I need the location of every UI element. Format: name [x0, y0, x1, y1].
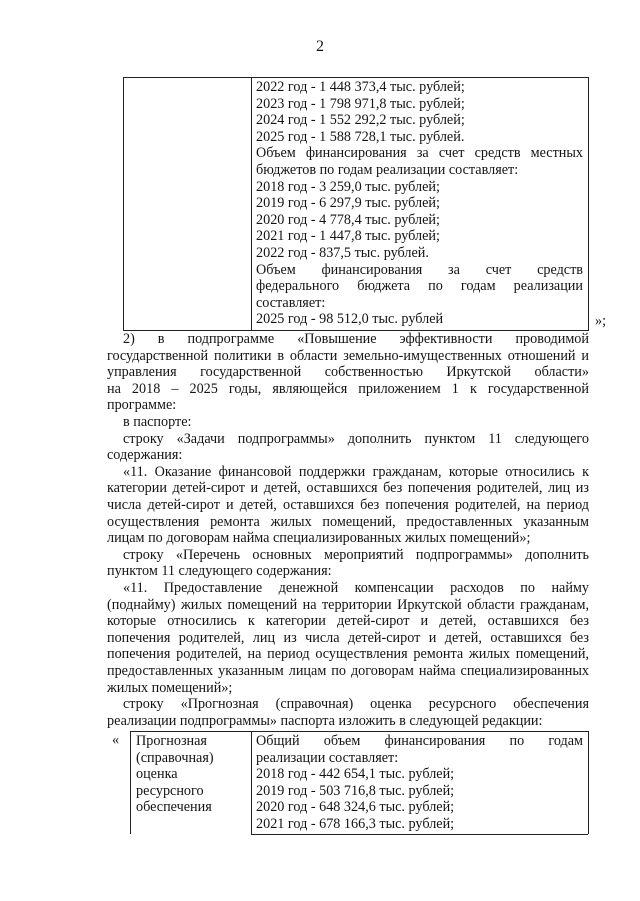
table1-line: 2021 год - 1 447,8 тыс. рублей; — [256, 228, 440, 245]
paragraph-line: попечения родителей, лиц из числа детей-сирот и детей, оставшихся без — [107, 629, 589, 646]
table2-left-line: (справочная) — [136, 749, 214, 766]
table2-left-line: обеспечения — [136, 799, 212, 816]
table1-line: 2019 год - 6 297,9 тыс. рублей; — [256, 195, 440, 212]
table2-column-divider — [251, 731, 252, 834]
paragraph-line: числа детей-сирот и детей, оставшихся без попечения родителей, на период — [107, 497, 589, 513]
table1-line: Объем финансирования за счет средств местных — [256, 145, 583, 162]
table2-top-border — [130, 731, 589, 732]
closing-quote-mark: »; — [595, 313, 607, 329]
table1-line: 2022 год - 837,5 тыс. рублей. — [256, 245, 429, 261]
paragraph-line: в паспорте: — [123, 414, 192, 430]
paragraph-line: жилых помещений»; — [107, 679, 233, 696]
table1-line: 2022 год - 1 448 373,4 тыс. рублей; — [256, 79, 465, 95]
table1-line: 2025 год - 98 512,0 тыс. рублей — [256, 311, 444, 328]
paragraph-line: (поднайму) жилых помещений на территории Иркутской области гражданам, — [107, 596, 589, 613]
paragraph-line: «11. Оказание финансовой поддержки гражданам, которые относились к — [123, 463, 589, 480]
paragraph-line: управления государственной собственностью Иркутской области» — [107, 364, 589, 381]
table1-line: Объем финансирования за счет средств — [256, 261, 583, 278]
table1-line: 2018 год - 3 259,0 тыс. рублей; — [256, 178, 440, 195]
table1-top-border — [123, 77, 589, 78]
table1-line: 2020 год - 4 778,4 тыс. рублей; — [256, 211, 440, 228]
paragraph-line: реализации подпрограммы» паспорта изложить в следующей редакции: — [107, 712, 543, 729]
paragraph-line: государственной политики в области земельно-имущественных отношений и — [107, 347, 589, 364]
page-number: 2 — [316, 38, 324, 55]
paragraph-line: лицам по договорам найма специализированных жилых помещений»; — [107, 530, 531, 547]
table2-left-border — [130, 731, 131, 834]
opening-quote-mark: « — [112, 732, 120, 748]
table1-line: 2024 год - 1 552 292,2 тыс. рублей; — [256, 112, 465, 129]
paragraph-line: которые относились к категории детей-сирот и детей, оставшихся без — [107, 613, 589, 630]
table1-line: федерального бюджета по годам реализации — [256, 278, 583, 295]
table2-bottom-border — [251, 834, 588, 835]
table2-left-line: ресурсного — [136, 782, 204, 799]
paragraph-line: попечения родителей, на период осуществления ремонта жилых помещений, — [107, 646, 589, 663]
table1-left-border — [123, 77, 124, 330]
table1-line: 2025 год - 1 588 728,1 тыс. рублей. — [256, 128, 465, 145]
paragraph-line: строку «Перечень основных мероприятий подпрограммы» дополнить — [123, 546, 589, 563]
table1-line: 2023 год - 1 798 971,8 тыс. рублей; — [256, 95, 465, 112]
paragraph-line: пунктом 11 следующего содержания: — [107, 563, 332, 580]
paragraph-line: «11. Предоставление денежной компенсации расходов по найму — [123, 580, 589, 596]
table1-line: составляет: — [256, 294, 326, 311]
table2-right-line: 2018 год - 442 654,1 тыс. рублей; — [256, 766, 455, 783]
table2-right-line: 2019 год - 503 716,8 тыс. рублей; — [256, 782, 455, 799]
paragraph-line: программе: — [107, 397, 177, 414]
paragraph-line: категории детей-сирот и детей, оставшихся без попечения родителей, лиц из — [107, 480, 589, 497]
table1-right-border — [588, 77, 589, 330]
paragraph-line: 2) в подпрограмме «Повышение эффективности проводимой — [123, 331, 589, 347]
paragraph-line: предоставленных указанным лицам по договорам найма специализированных — [107, 663, 589, 679]
table2-right-line: реализации составляет: — [256, 749, 399, 766]
table2-right-line: Общий объем финансирования по годам — [256, 733, 583, 749]
paragraph-line: строку «Задачи подпрограммы» дополнить пунктом 11 следующего — [123, 430, 589, 447]
paragraph-line: осуществления ремонта жилых помещений, предоставленных указанным — [107, 513, 589, 530]
table2-left-line: Прогнозная — [136, 733, 207, 749]
table2-right-line: 2020 год - 648 324,6 тыс. рублей; — [256, 799, 455, 816]
paragraph-line: содержания: — [107, 447, 183, 464]
table2-left-line: оценка — [136, 766, 178, 783]
table2-right-border — [588, 731, 589, 834]
paragraph-line: на 2018 – 2025 годы, являющейся приложением 1 к государственной — [107, 380, 589, 397]
table1-line: бюджетов по годам реализации составляет: — [256, 162, 519, 178]
paragraph-line: строку «Прогнозная (справочная) оценка ресурсного обеспечения — [123, 696, 589, 713]
table1-column-divider — [251, 77, 252, 330]
table2-right-line: 2021 год - 678 166,3 тыс. рублей; — [256, 816, 455, 832]
